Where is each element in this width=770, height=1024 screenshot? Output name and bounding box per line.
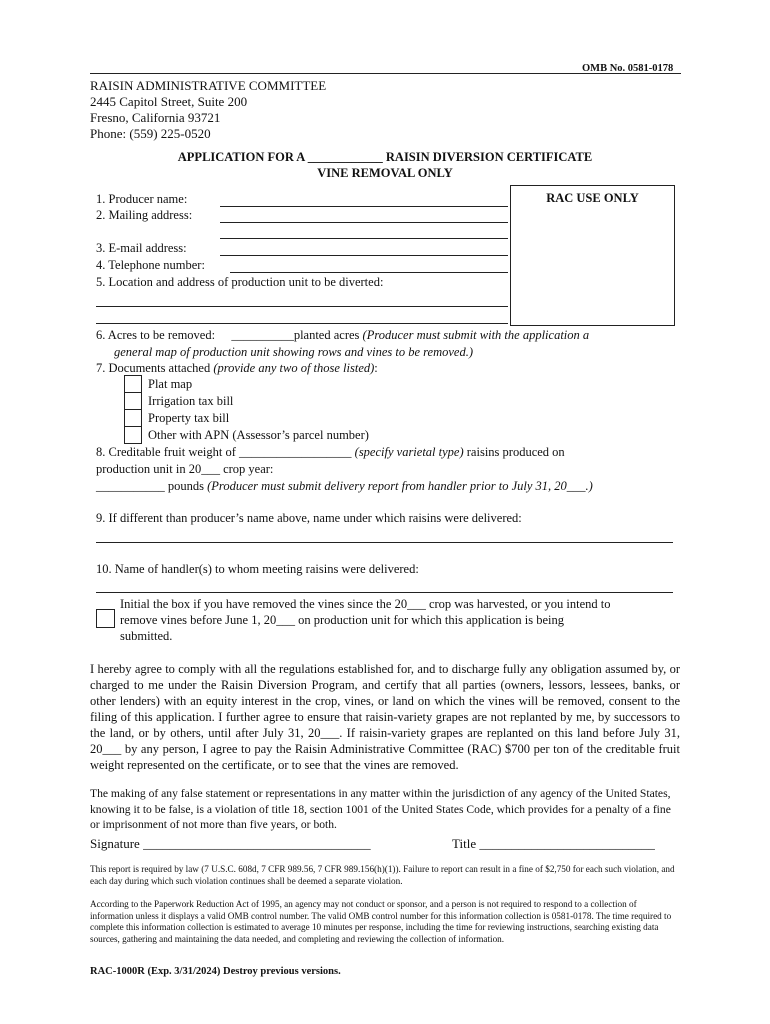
- acres-note-2: general map of production unit showing rows and vines to be removed.): [114, 345, 473, 359]
- pounds-note: (Producer must submit delivery report from handler prior to July 31, 20___.): [207, 479, 593, 493]
- title-blank[interactable]: ____________: [307, 150, 383, 164]
- delivered-name-label: 9. If different than producer’s name above, name under which raisins were delivered:: [96, 511, 522, 525]
- paperwork-reduction-note: According to the Paperwork Reduction Act of 1995, an agency may not conduct or sponsor, and a person is not required to respond to a collection of information unless it displays a valid OMB control number. The valid OMB control number for this information collection is 0581-0178. The time required to complete this information collection is estimated to average 10 minutes per response, including the time for reviewing instructions, searching existing data sources, gathering and maintaining the data needed, and completing and reviewing the collection of information.: [90, 899, 672, 944]
- pounds-input[interactable]: ___________: [96, 479, 165, 493]
- acres-label: 6. Acres to be removed:: [96, 328, 216, 342]
- mailing-address-label: 2. Mailing address:: [96, 208, 193, 222]
- agreement-paragraph: I hereby agree to comply with all the regulations established for, and to discharge fully any obligation assumed by, or charged to me under the Raisin Diversion Program, and certify that all parties (owners, lessors, lessees, banks, or other lenders) with an equity interest in the crop, vines, or land on which the vines will be removed, consent to the filing of this application. I further agree to ensure that raisin-variety grapes are not replanted by me, by successors to the land, or by others, until after July 31, 20___. If raisin-variety grapes are replanted on this land before July 31, 20___ by any person, I agree to pay the Raisin Administrative Committee (RAC) $700 per ton of the creditable fruit weight represented on the certificate, or to see that the vines are removed.: [90, 662, 680, 772]
- property-tax-bill-label: Property tax bill: [148, 411, 230, 425]
- pounds-label: pounds: [167, 479, 204, 493]
- org-street: 2445 Capitol Street, Suite 200: [90, 94, 248, 109]
- form-title-line2: VINE REMOVAL ONLY: [317, 166, 453, 180]
- acres-unit: planted acres: [293, 328, 360, 342]
- mailing-address-input-2[interactable]: [220, 238, 508, 239]
- handler-name-label: 10. Name of handler(s) to whom meeting raisins were delivered:: [96, 562, 419, 576]
- mailing-address-input-1[interactable]: [220, 222, 508, 223]
- initial-box[interactable]: [96, 609, 115, 628]
- email-input[interactable]: [220, 255, 508, 256]
- omb-number: OMB No. 0581-0178: [582, 63, 674, 74]
- location-label: 5. Location and address of production unit to be diverted:: [96, 275, 384, 289]
- acres-line: [96, 328, 589, 343]
- signature-input[interactable]: ___________________________________: [143, 836, 371, 851]
- property-tax-bill-checkbox[interactable]: [124, 409, 142, 427]
- rac-use-only-box: [510, 185, 675, 326]
- org-name: RAISIN ADMINISTRATIVE COMMITTEE: [90, 78, 327, 93]
- org-phone: Phone: (559) 225-0520: [90, 126, 211, 141]
- email-label: 3. E-mail address:: [96, 241, 187, 255]
- signature-line: [90, 836, 371, 851]
- other-apn-checkbox[interactable]: [124, 426, 142, 444]
- legal-requirement-note: This report is required by law (7 U.S.C. 608d, 7 CFR 989.56, 7 CFR 989.156(h)(1)). Failure to report can result in a fine of $2,750 for each such violation, and each day during which such violation continues shall be deemed a separate violation.: [90, 864, 675, 886]
- documents-note: (provide any two of those listed): [213, 361, 375, 375]
- fruit-weight-suffix: raisins produced on: [466, 445, 565, 459]
- org-city: Fresno, California 93721: [90, 110, 221, 125]
- telephone-label: 4. Telephone number:: [96, 258, 205, 272]
- varietal-note: (specify varietal type): [354, 445, 464, 459]
- header-rule: [90, 73, 681, 74]
- producer-name-input[interactable]: [220, 206, 508, 207]
- plat-map-checkbox[interactable]: [124, 375, 142, 393]
- initial-text-2: remove vines before June 1, 20___ on production unit for which this application is being: [120, 613, 565, 627]
- title-field-input[interactable]: ___________________________: [479, 836, 655, 851]
- initial-text-1: Initial the box if you have removed the vines since the 20___ crop was harvested, or you intend to: [120, 597, 611, 611]
- handler-name-input[interactable]: [96, 592, 673, 593]
- other-apn-label: Other with APN (Assessor’s parcel number): [148, 428, 369, 442]
- rac-use-only-label: RAC USE ONLY: [546, 191, 639, 205]
- acres-input[interactable]: __________: [231, 328, 294, 342]
- form-footer: RAC-1000R (Exp. 3/31/2024) Destroy previous versions.: [90, 966, 341, 977]
- initial-text-3: submitted.: [120, 629, 173, 643]
- delivered-name-input[interactable]: [96, 542, 673, 543]
- title-field-label: Title: [452, 836, 477, 851]
- fruit-weight-input[interactable]: __________________: [239, 445, 352, 459]
- signature-label: Signature: [90, 836, 140, 851]
- documents-colon: :: [374, 361, 378, 375]
- pounds-line: [96, 479, 593, 494]
- title-prefix: APPLICATION FOR A: [177, 150, 305, 164]
- producer-name-label: 1. Producer name:: [96, 192, 188, 206]
- documents-line: [96, 361, 378, 376]
- irrigation-tax-bill-label: Irrigation tax bill: [148, 394, 234, 408]
- form-title-line1: [0, 150, 770, 165]
- irrigation-tax-bill-checkbox[interactable]: [124, 392, 142, 410]
- documents-label: 7. Documents attached: [96, 361, 211, 375]
- fruit-weight-label: 8. Creditable fruit weight of: [96, 445, 236, 459]
- crop-year-line: production unit in 20___ crop year:: [96, 462, 274, 476]
- telephone-input[interactable]: [230, 272, 508, 273]
- location-input-2[interactable]: [96, 323, 508, 324]
- location-input-1[interactable]: [96, 306, 508, 307]
- fruit-weight-line: [96, 445, 565, 460]
- plat-map-label: Plat map: [148, 377, 193, 391]
- acres-note: (Producer must submit with the application a: [362, 328, 590, 342]
- false-statement-paragraph: The making of any false statement or representations in any matter within the jurisdiction of any agency of the United States, knowing it to be false, is a violation of title 18, section 1001 of the United States Code, which provides for a penalty of a fine or imprisonment of not more than five years, or both.: [90, 787, 671, 831]
- title-suffix: RAISIN DIVERSION CERTIFICATE: [385, 150, 593, 164]
- title-field-line: [452, 836, 655, 851]
